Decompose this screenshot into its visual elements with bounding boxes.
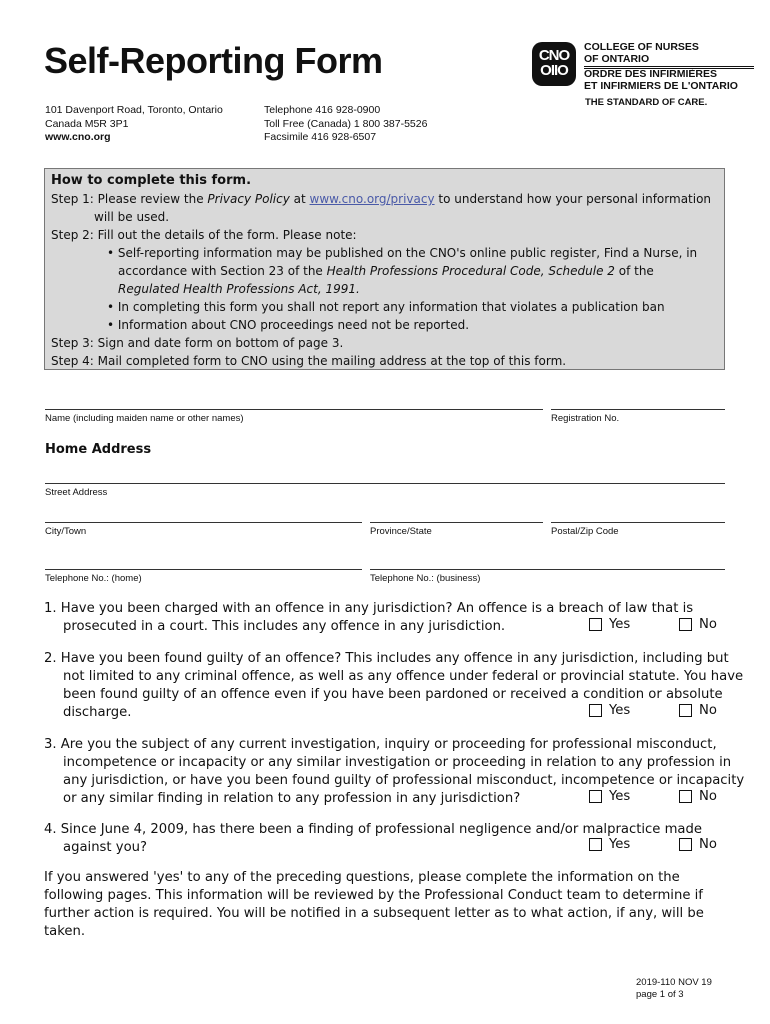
mailing-address	[45, 104, 223, 145]
bullet-item: • In completing this form you shall not report any information that violates a publication ban	[107, 300, 665, 314]
form-footer	[636, 977, 712, 1001]
privacy-link[interactable]: www.cno.org/privacy	[309, 192, 435, 206]
province-label: Province/State	[370, 526, 432, 537]
checkbox[interactable]	[679, 838, 692, 851]
checkbox[interactable]	[679, 618, 692, 631]
tel-business-label: Telephone No.: (business)	[370, 573, 481, 584]
step-2-bullets	[51, 244, 718, 334]
q1-no-option[interactable]: No	[679, 617, 717, 632]
tagline: THE STANDARD OF CARE.	[585, 97, 708, 108]
q2-yes-option[interactable]: Yes	[589, 703, 630, 718]
question-2	[44, 650, 744, 722]
step-3: Step 3: Sign and date form on bottom of page 3.	[51, 336, 344, 350]
bullet-item: • Information about CNO proceedings need not be reported.	[107, 318, 470, 332]
page-number: page 1 of 3	[636, 989, 684, 1000]
q2-no-option[interactable]: No	[679, 703, 717, 718]
logo-text: COLLEGE OF NURSES OF ONTARIO ORDRE DES INFIRMIÈRES ET INFIRMIERS DE L'ONTARIO	[584, 41, 738, 92]
postal-input[interactable]	[551, 522, 725, 523]
website-link[interactable]: www.cno.org	[45, 131, 111, 143]
bullet-item: • Self-reporting information may be published on the CNO's online public register, Find a Nurse, in accordance with Section 23 of the Health Professions Procedural Code, Schedule 2 of the Regulated Health Professions Act, 1991.	[107, 246, 698, 296]
logo-divider	[584, 68, 754, 69]
province-input[interactable]	[370, 522, 543, 523]
city-input[interactable]	[45, 522, 362, 523]
telephone: Telephone 416 928-0900	[264, 104, 381, 116]
tel-business-input[interactable]	[370, 569, 725, 570]
address-line: 101 Davenport Road, Toronto, Ontario	[45, 104, 223, 116]
registration-label: Registration No.	[551, 413, 620, 424]
tel-home-label: Telephone No.: (home)	[45, 573, 142, 584]
home-address-heading: Home Address	[45, 442, 152, 457]
step-1: Step 1: Please review the Privacy Policy at www.cno.org/privacy to understand how your personal information will be used.	[51, 192, 712, 224]
instructions-title: How to complete this form.	[51, 173, 252, 188]
question-3	[44, 736, 745, 808]
name-input[interactable]	[45, 409, 543, 410]
city-label: City/Town	[45, 526, 87, 537]
logo-divider	[584, 66, 754, 67]
form-code: 2019-110 NOV 19	[636, 977, 712, 988]
question-text: 1. Have you been charged with an offence in any jurisdiction? An offence is a breach of law that is prosecuted in a court. This includes any offence in any jurisdiction.	[44, 601, 694, 634]
page-title: Self-Reporting Form	[44, 40, 383, 81]
checkbox[interactable]	[589, 618, 602, 631]
street-label: Street Address	[45, 487, 108, 498]
checkbox[interactable]	[589, 704, 602, 717]
step-2: Step 2: Fill out the details of the form. Please note:	[51, 228, 357, 242]
q3-no-option[interactable]: No	[679, 789, 717, 804]
contact-numbers	[264, 104, 427, 145]
question-1	[44, 600, 734, 636]
toll-free: Toll Free (Canada) 1 800 387-5526	[264, 117, 428, 130]
checkbox[interactable]	[679, 790, 692, 803]
address-line: Canada M5R 3P1	[45, 117, 129, 130]
postal-label: Postal/Zip Code	[551, 526, 619, 537]
q3-yes-option[interactable]: Yes	[589, 789, 630, 804]
question-text: 4. Since June 4, 2009, has there been a finding of professional negligence and/or malpractice made against you?	[44, 822, 702, 855]
instructions-box	[44, 168, 725, 370]
name-label: Name (including maiden name or other names)	[45, 413, 244, 424]
question-text: 2. Have you been found guilty of an offence? This includes any offence in any jurisdiction, including but not limited to any criminal offence, as well as any offence under federal or provincial statute. You have been found guilty of an offence even if you have been pardoned or received a condition or absolute discharge.	[44, 651, 744, 720]
closing-paragraph: If you answered 'yes' to any of the preceding questions, please complete the information on the following pages. This information will be reviewed by the Professional Conduct team to determine if further action is required. You will be notified in a subsequent letter as to what action, if any, will be taken.	[44, 870, 704, 939]
q4-yes-option[interactable]: Yes	[589, 837, 630, 852]
question-text: 3. Are you the subject of any current investigation, inquiry or proceeding for professional misconduct, incompetence or incapacity or any similar investigation or proceeding in relation to any profession in any jurisdiction, or have you been found guilty of professional misconduct, incompetence or incapacity or any similar finding in relation to any profession in any jurisdiction?	[44, 737, 745, 806]
street-input[interactable]	[45, 483, 725, 484]
checkbox[interactable]	[679, 704, 692, 717]
step-4: Step 4: Mail completed form to CNO using the mailing address at the top of this form.	[51, 354, 567, 368]
q1-yes-option[interactable]: Yes	[589, 617, 630, 632]
question-4	[44, 821, 734, 857]
facsimile: Facsimile 416 928-6507	[264, 131, 377, 143]
q4-no-option[interactable]: No	[679, 837, 717, 852]
checkbox[interactable]	[589, 790, 602, 803]
cno-logo-icon: CNO OIIO	[532, 42, 576, 86]
tel-home-input[interactable]	[45, 569, 362, 570]
registration-input[interactable]	[551, 409, 725, 410]
checkbox[interactable]	[589, 838, 602, 851]
